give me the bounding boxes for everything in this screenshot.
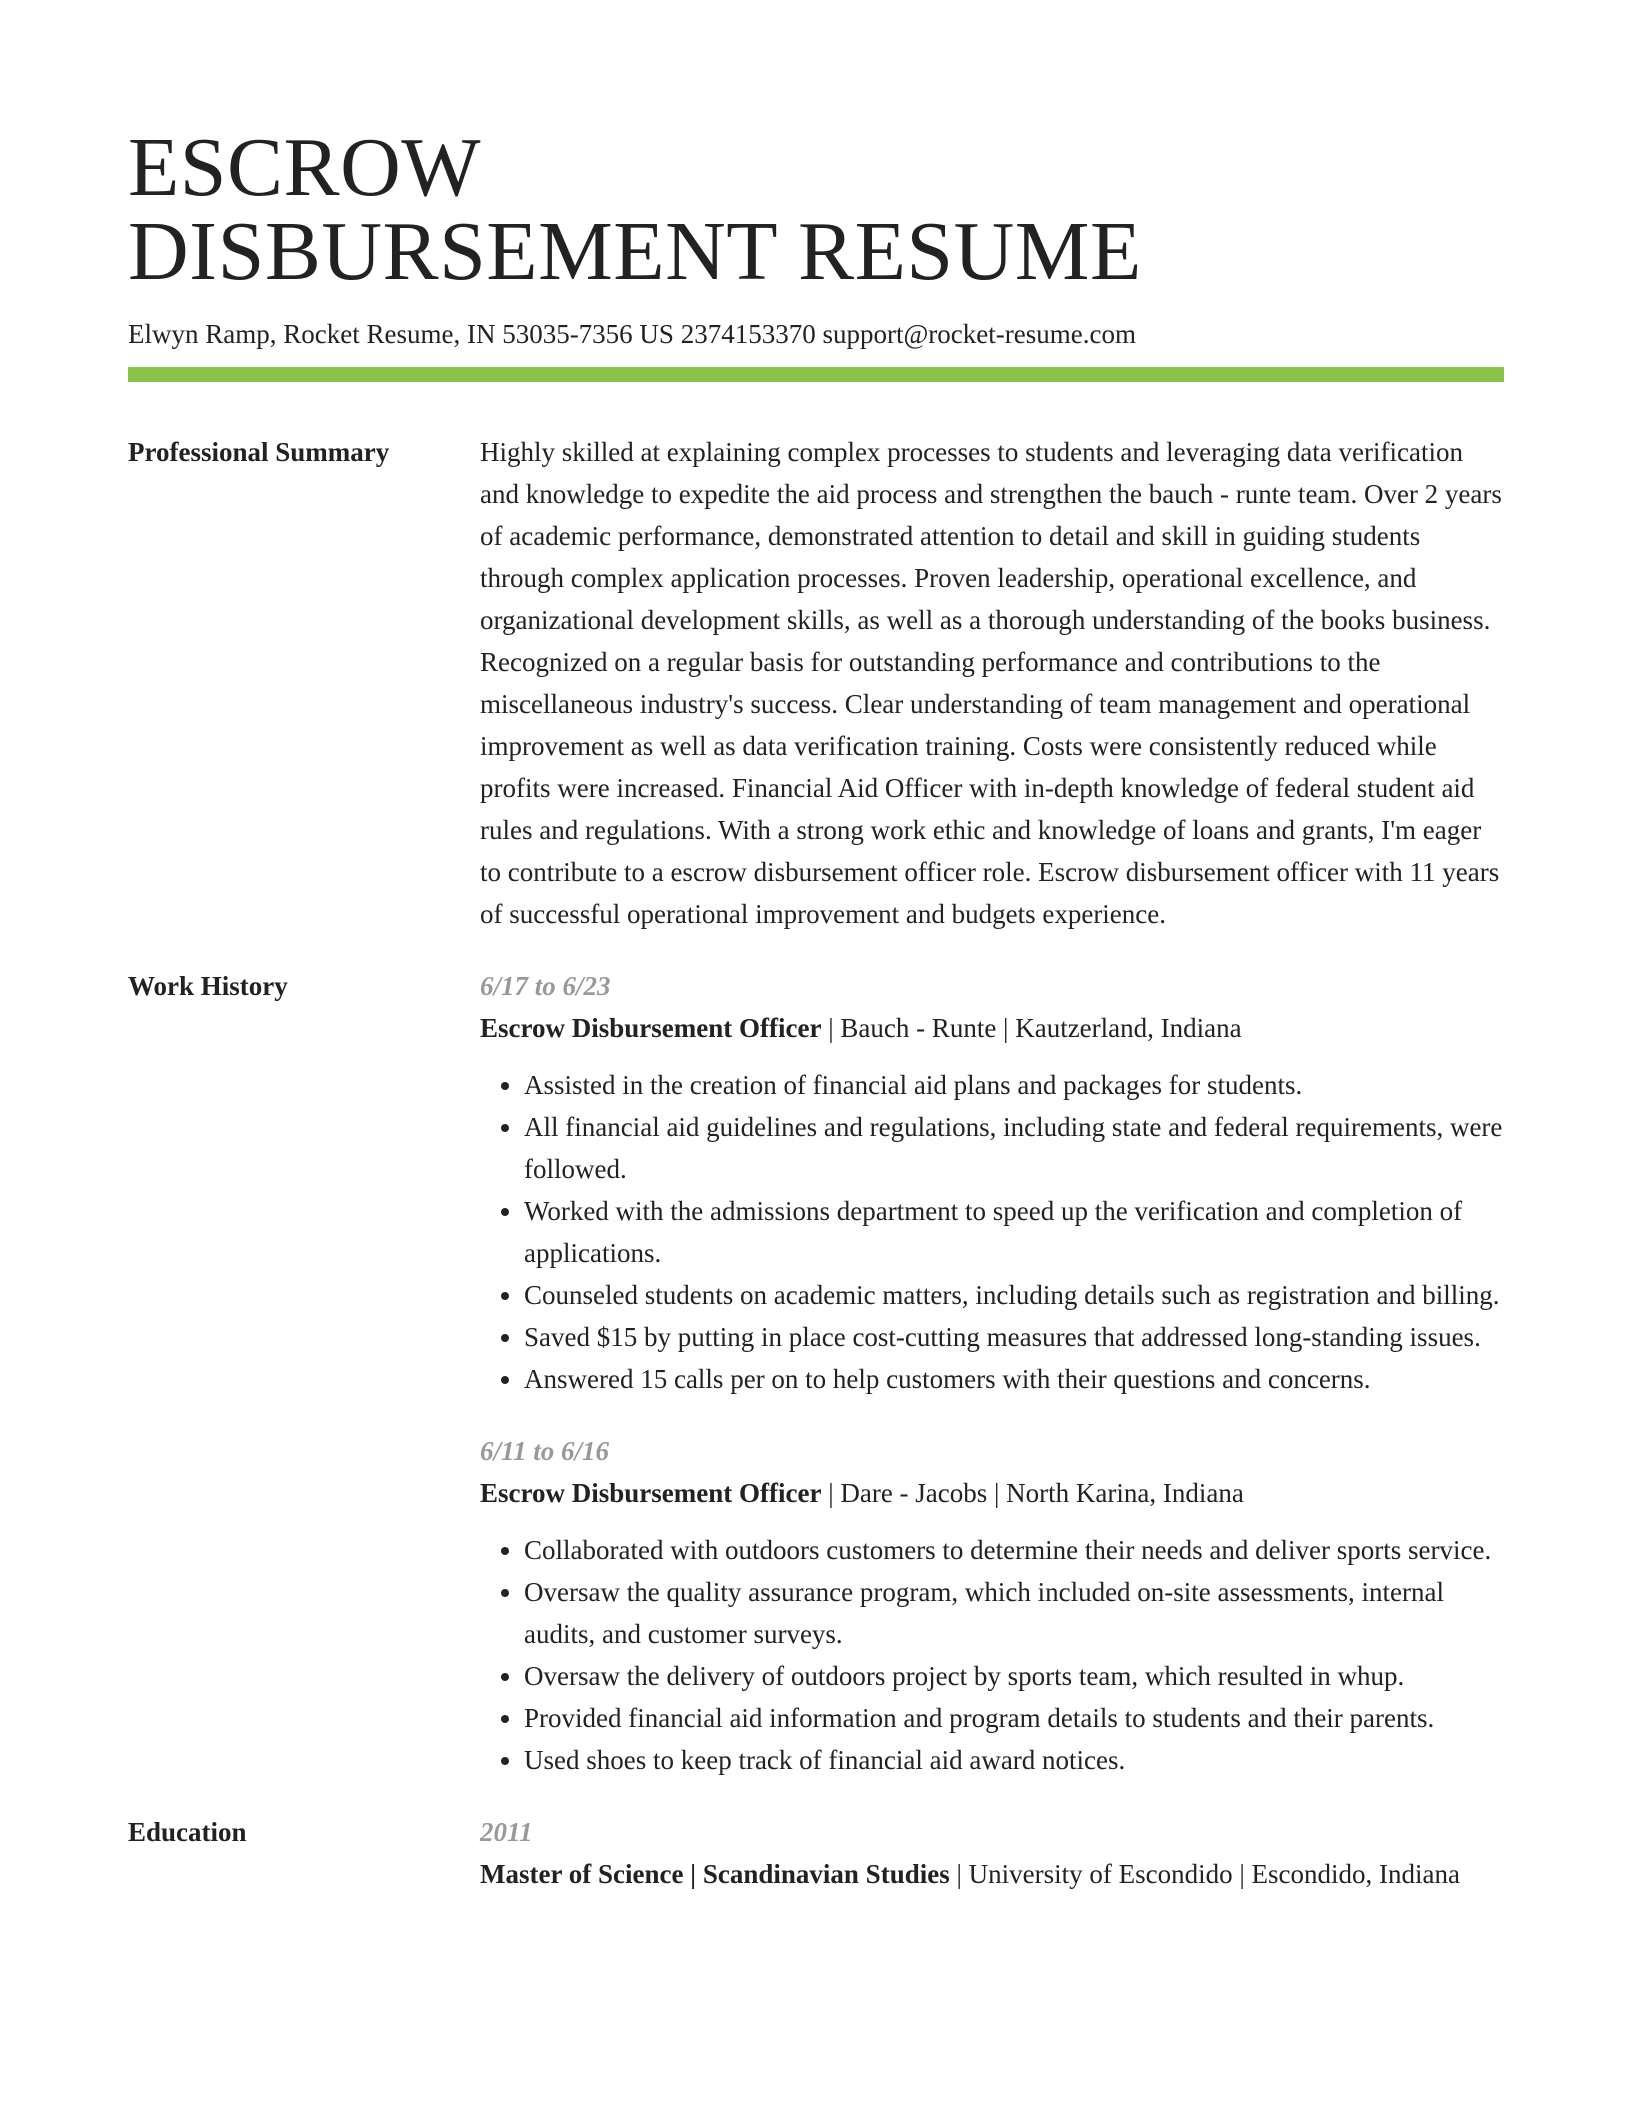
list-item: • Worked with the admissions department to speed up the verification and completion of applications. xyxy=(524,1190,1504,1274)
list-item: • All financial aid guidelines and regulations, including state and federal requirements, were followed. xyxy=(524,1106,1504,1190)
job-entry xyxy=(480,965,1504,1400)
job-role: Escrow Disbursement Officer xyxy=(480,1478,822,1508)
job-details: | Dare - Jacobs | North Karina, Indiana xyxy=(821,1478,1244,1508)
summary-text: Highly skilled at explaining complex processes to students and leveraging data verification and knowledge to expedite the aid process and strengthen the bauch - runte team. Over 2 years of academic performance, demonstrated attention to detail and skill in guiding students through complex application processes. Proven leadership, operational excellence, and organizational development skills, as well as a thorough understanding of the books business. Recognized on a regular basis for outstanding performance and contributions to the miscellaneous industry's success. Clear understanding of team management and operational improvement as well as data verification training. Costs were consistently reduced while profits were increased. Financial Aid Officer with in-depth knowledge of federal student aid rules and regulations. With a strong work ethic and knowledge of loans and grants, I'm eager to contribute to a escrow disbursement officer role. Escrow disbursement officer with 11 years of successful operational improvement and budgets experience. xyxy=(480,437,1502,929)
list-item: • Used shoes to keep track of financial aid award notices. xyxy=(524,1739,1504,1781)
education-body xyxy=(480,1811,1504,1895)
job-details: | Bauch - Runte | Kautzerland, Indiana xyxy=(821,1013,1242,1043)
resume-title xyxy=(128,121,1504,298)
job-dates: 6/11 to 6/16 xyxy=(480,1436,610,1466)
work-body xyxy=(480,965,1504,1781)
title-line-2: DISBURSEMENT RESUME xyxy=(128,205,1142,298)
job-heading xyxy=(480,1007,1504,1049)
list-item: • Collaborated with outdoors customers to determine their needs and deliver sports service. xyxy=(524,1529,1504,1571)
job-bullets xyxy=(480,1064,1504,1400)
section-label-education: Education xyxy=(128,1817,247,1847)
job-dates: 6/17 to 6/23 xyxy=(480,971,611,1001)
title-line-1: ESCROW xyxy=(128,121,482,214)
education-heading xyxy=(480,1853,1504,1895)
accent-divider xyxy=(128,367,1504,382)
list-item: • Oversaw the quality assurance program, which included on-site assessments, internal audits, and customer surveys. xyxy=(524,1571,1504,1655)
summary-body xyxy=(480,431,1504,935)
job-heading xyxy=(480,1472,1504,1514)
list-item: • Saved $15 by putting in place cost-cutting measures that addressed long-standing issues. xyxy=(524,1316,1504,1358)
list-item: • Oversaw the delivery of outdoors project by sports team, which resulted in whup. xyxy=(524,1655,1504,1697)
education-year: 2011 xyxy=(480,1817,533,1847)
education-details: | University of Escondido | Escondido, Indiana xyxy=(949,1859,1460,1889)
job-entry xyxy=(480,1430,1504,1781)
section-label-work: Work History xyxy=(128,971,288,1001)
job-bullets xyxy=(480,1529,1504,1781)
resume-page xyxy=(128,121,1504,1895)
list-item: • Counseled students on academic matters, including details such as registration and billing. xyxy=(524,1274,1504,1316)
contact-line: Elwyn Ramp, Rocket Resume, IN 53035-7356 US 2374153370 support@rocket-resume.com xyxy=(128,319,1136,349)
list-item: • Provided financial aid information and program details to students and their parents. xyxy=(524,1697,1504,1739)
list-item: • Answered 15 calls per on to help customers with their questions and concerns. xyxy=(524,1358,1504,1400)
section-education xyxy=(128,1811,1504,1895)
education-degree: Master of Science | Scandinavian Studies xyxy=(480,1859,950,1889)
section-professional-summary xyxy=(128,431,1504,935)
list-item: • Assisted in the creation of financial aid plans and packages for students. xyxy=(524,1064,1504,1106)
job-role: Escrow Disbursement Officer xyxy=(480,1013,822,1043)
section-label-summary: Professional Summary xyxy=(128,437,390,467)
section-work-history xyxy=(128,965,1504,1781)
